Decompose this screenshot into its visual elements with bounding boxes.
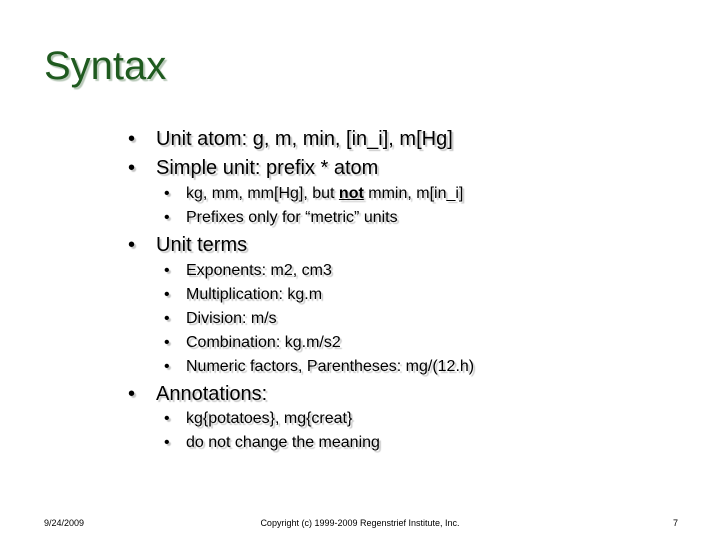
bullet-icon: •	[164, 358, 170, 375]
bullet-icon: •	[164, 334, 170, 351]
bullet-icon: •	[164, 209, 170, 226]
sub-list-item	[164, 286, 322, 304]
sub-list-item	[164, 358, 474, 376]
bullet-icon: •	[164, 262, 170, 279]
list-item	[128, 234, 247, 257]
sub-list-item	[164, 185, 463, 203]
text-part: mmin, m[in_i]	[363, 185, 464, 202]
sub-list-item-text: Multiplication: kg.m	[186, 286, 323, 303]
sub-list-item-text	[186, 185, 463, 202]
text-part: kg, mm, mm[Hg], but	[186, 185, 339, 202]
sub-list-item-text: Combination: kg.m/s2	[186, 334, 341, 351]
list-item-text: Simple unit: prefix * atom	[156, 157, 379, 179]
sub-list-item	[164, 410, 352, 428]
footer-date: 9/24/2009	[44, 518, 85, 528]
bullet-icon: •	[128, 128, 136, 150]
sub-list-item-text: Numeric factors, Parentheses: mg/(12.h)	[186, 358, 475, 375]
list-item-text: Annotations:	[156, 383, 268, 405]
sub-list-item	[164, 434, 380, 452]
footer-copyright: Copyright (c) 1999-2009 Regenstrief Institute, Inc.	[260, 518, 460, 528]
page-number: 7	[672, 518, 678, 528]
sub-list-item-text: do not change the meaning	[186, 434, 380, 451]
sub-list-item-text: kg{potatoes}, mg{creat}	[186, 410, 353, 427]
bullet-icon: •	[164, 434, 170, 451]
sub-list-item	[164, 209, 398, 227]
emphasis-text: not	[338, 185, 364, 202]
bullet-icon: •	[164, 310, 170, 327]
bullet-icon: •	[128, 234, 136, 256]
bullet-icon: •	[164, 185, 170, 202]
sub-list-item-text: Division: m/s	[186, 310, 277, 327]
bullet-icon: •	[128, 157, 136, 179]
list-item-text: Unit atom: g, m, min, [in_i], m[Hg]	[156, 128, 453, 150]
slide-title: Syntax	[44, 44, 167, 88]
sub-list-item-text: Prefixes only for “metric” units	[186, 209, 398, 226]
list-item	[128, 128, 453, 151]
bullet-icon: •	[164, 410, 170, 427]
sub-list-item-text: Exponents: m2, cm3	[186, 262, 332, 279]
list-item	[128, 383, 267, 406]
list-item-text: Unit terms	[156, 234, 248, 256]
sub-list-item	[164, 334, 341, 352]
bullet-icon: •	[164, 286, 170, 303]
list-item	[128, 157, 378, 180]
sub-list-item	[164, 310, 277, 328]
bullet-icon: •	[128, 383, 136, 405]
sub-list-item	[164, 262, 332, 280]
